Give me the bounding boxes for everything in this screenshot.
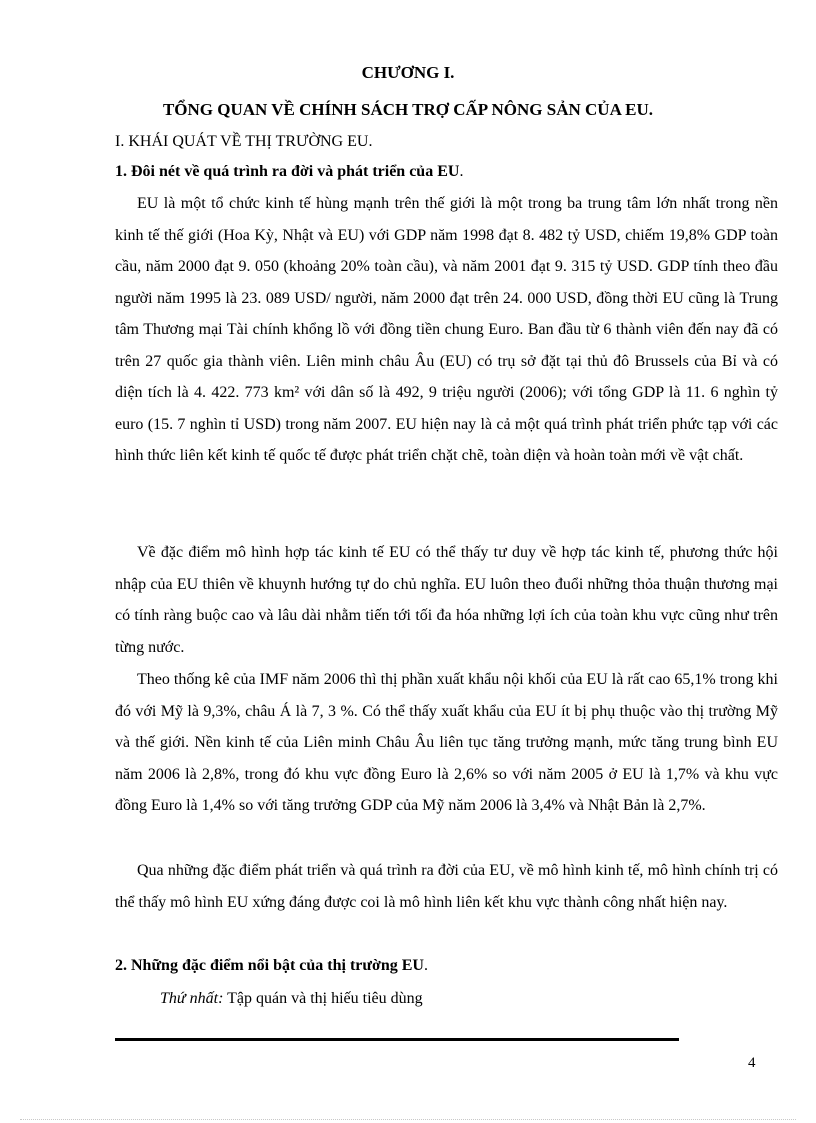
paragraph-1: EU là một tổ chức kinh tế hùng mạnh trên thế giới là một trong ba trung tâm lớn nhất trong nền kinh tế thế giới (Hoa Kỳ, Nhật và EU) với GDP năm 1998 đạt 8. 482 tỷ USD, chiếm 19,8% GDP toàn cầu, năm 2000 đạt 9. 050 (khoảng 20% toàn cầu), và năm 2001 đạt 9. 315 tỷ USD. GDP tính theo đầu người năm 1995 là 23. 089 USD/ người, năm 2000 đạt trên 24. 000 USD, đồng thời EU cũng là Trung tâm Thương mại Tài chính khổng lồ với đồng tiền chung Euro. Ban đầu từ 6 thành viên đến nay đã có trên 27 quốc gia thành viên. Liên minh châu Âu (EU) có trụ sở đặt tại thủ đô Brussels của Bỉ và có diện tích là 4. 422. 773 km² với dân số là 492, 9 triệu người (2006); với tổng GDP là 11. 6 nghìn tỷ euro (15. 7 nghìn tỉ USD) trong năm 2007. EU hiện nay là cả một quá trình phát triển phức tạp với các hình thức liên kết kinh tế quốc tế được phát triển chặt chẽ, toàn diện và hoàn toàn mới về vật chất. [115, 195, 778, 464]
first-point-text: Tập quán và thị hiếu tiêu dùng [223, 990, 423, 1007]
subsection-1-heading [115, 163, 785, 181]
subsection-2-title: 2. Những đặc điểm nổi bật của thị trường EU [115, 957, 424, 974]
first-point-label: Thứ nhất: [160, 990, 224, 1007]
paragraph-3: Theo thống kê của IMF năm 2006 thì thị phần xuất khẩu nội khối của EU là rất cao 65,1% trong khi đó với Mỹ là 9,3%, châu Á là 7, 3 %. Có thể thấy xuất khẩu của EU ít bị phụ thuộc vào thị trường Mỹ và thế giới. Nền kinh tế của Liên minh Châu Âu liên tục tăng trưởng mạnh, mức tăng trung bình EU năm 2006 là 2,8%, trong đó khu vực đồng Euro là 2,6% so với năm 2005 ở EU là 1,7% và khu vực đồng Euro là 1,4% so với tăng trưởng GDP của Mỹ năm 2006 là 3,4% và Nhật Bản là 2,7%. [115, 671, 778, 814]
footer-rule [115, 1038, 679, 1041]
paragraph-2: Về đặc điểm mô hình hợp tác kinh tế EU có thể thấy tư duy về hợp tác kinh tế, phương thức hội nhập của EU thiên về khuynh hướng tự do chủ nghĩa. EU luôn theo đuổi những thỏa thuận thương mại có tính ràng buộc cao và lâu dài nhằm tiến tới tối đa hóa những lợi ích của toàn khu vực cũng như trên từng nước. [115, 544, 778, 656]
first-point [160, 990, 816, 1008]
subsection-2-punct: . [423, 957, 428, 974]
page-bottom-border [20, 1119, 796, 1120]
chapter-label: CHƯƠNG I. [361, 63, 455, 82]
page-number: 4 [748, 1055, 756, 1071]
chapter-title: TỔNG QUAN VỀ CHÍNH SÁCH TRỢ CẤP NÔNG SẢN CỦA EU. [162, 100, 654, 119]
subsection-1-title: 1. Đôi nét về quá trình ra đời và phát triển của EU [115, 163, 460, 180]
paragraph-4: Qua những đặc điểm phát triển và quá trình ra đời của EU, về mô hình kinh tế, mô hình chính trị có thể thấy mô hình EU xứng đáng được coi là mô hình liên kết khu vực thành công nhất hiện nay. [115, 862, 778, 911]
subsection-2-heading [115, 957, 785, 975]
section-heading: I. KHÁI QUÁT VỀ THỊ TRƯỜNG EU. [115, 133, 373, 150]
subsection-1-punct: . [459, 163, 464, 180]
